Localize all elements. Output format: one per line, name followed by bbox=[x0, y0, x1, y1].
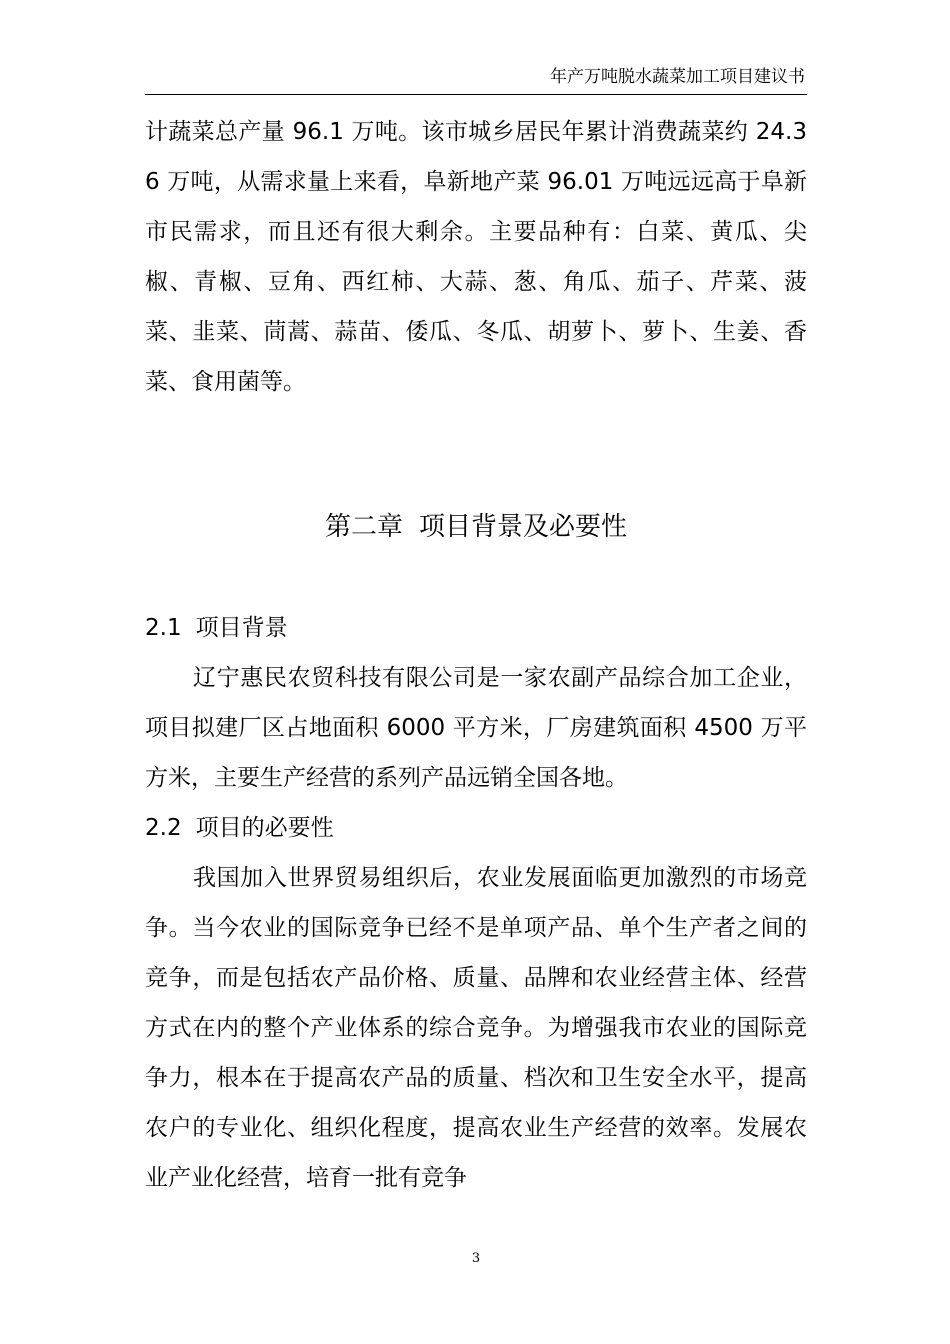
header-rule bbox=[145, 94, 807, 95]
section-paragraph-background: 辽宁惠民农贸科技有限公司是一家农副产品综合加工企业，项目拟建厂区占地面积 6000 平方米，厂房建筑面积 4500 万平方米，主要生产经营的系列产品远销全国各地。 bbox=[145, 665, 807, 791]
section-heading-2-2 bbox=[145, 803, 334, 853]
chapter-title bbox=[145, 505, 807, 549]
chapter-name: 项目背景及必要性 bbox=[419, 512, 628, 542]
section-number: 2.2 bbox=[145, 815, 182, 841]
intro-paragraph: 计蔬菜总产量 96.1 万吨。该市城乡居民年累计消费蔬菜约 24.36 万吨，从需求量上来看，阜新地产菜 96.01 万吨远远高于阜新市民需求，而且还有很大剩余。主要品种有：白菜、黄瓜、尖椒、青椒、豆角、西红柿、大蒜、葱、角瓜、茄子、芹菜、菠菜、韭菜、茼蒿、蒜苗、倭瓜、冬瓜、胡萝卜、萝卜、生姜、香菜、食用菌等。 bbox=[145, 119, 807, 395]
section-heading-2-1 bbox=[145, 603, 288, 653]
chapter-number: 第二章 bbox=[324, 512, 403, 542]
page-number: 3 bbox=[471, 1251, 481, 1266]
section-number: 2.1 bbox=[145, 615, 182, 641]
section-title: 项目的必要性 bbox=[195, 815, 334, 841]
running-header: 年产万吨脱水蔬菜加工项目建议书 bbox=[550, 67, 805, 87]
section-paragraph-necessity: 我国加入世界贸易组织后，农业发展面临更加激烈的市场竞争。当今农业的国际竞争已经不是单项产品、单个生产者之间的竞争，而是包括农产品价格、质量、品牌和农业经营主体、经营方式在内的整个产业体系的综合竞争。为增强我市农业的国际竞争力，根本在于提高农产品的质量、档次和卫生安全水平，提高农户的专业化、组织化程度，提高农业生产经营的效率。发展农业产业化经营，培育一批有竞争 bbox=[145, 865, 807, 1191]
section-title: 项目背景 bbox=[195, 615, 288, 641]
